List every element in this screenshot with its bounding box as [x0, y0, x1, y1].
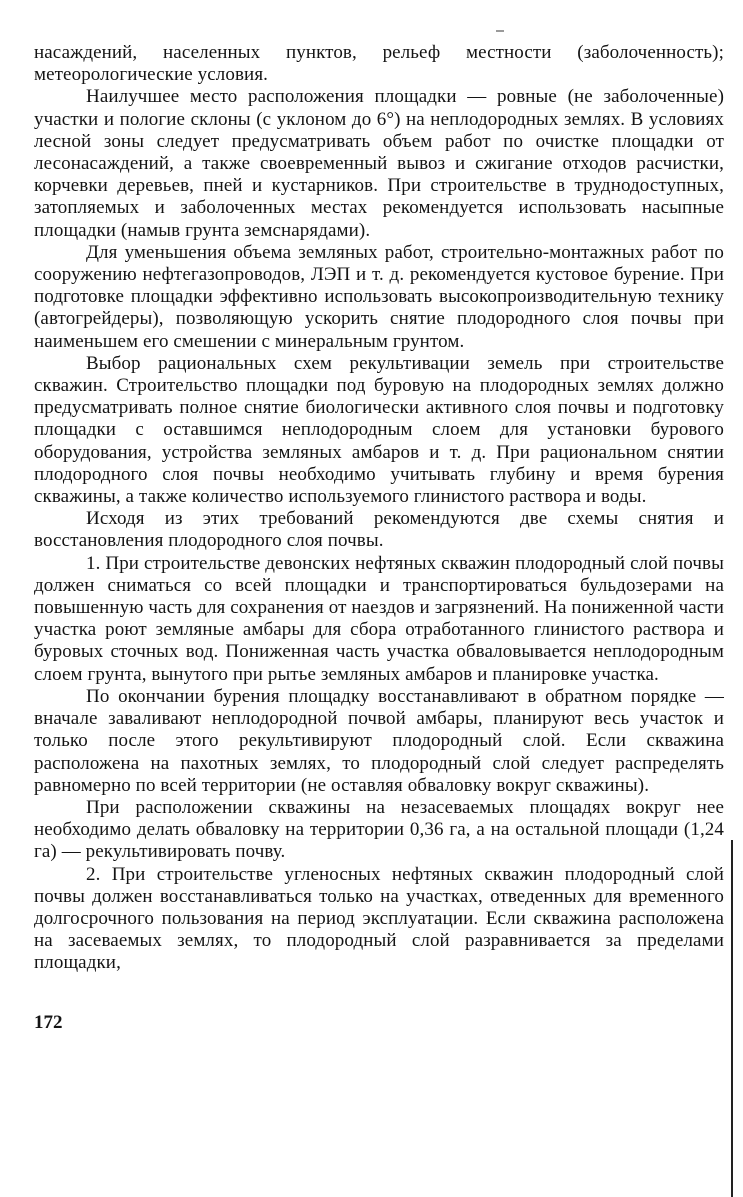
page-number: 172 — [34, 1012, 63, 1033]
paragraph-8: При расположении скважины на незасеваемых площадях вокруг нее необходимо делать обваловку на территории 0,36 га, а на остальной площади (1,24 га) — рекультивировать почву. — [34, 796, 724, 863]
body-text — [34, 42, 724, 975]
paragraph-1: насаждений, населенных пунктов, рельеф местности (заболоченность); метеорологические условия. — [34, 42, 724, 86]
paragraph-6: 1. При строительстве девонских нефтяных скважин плодородный слой почвы должен сниматься со всей площадки и транспортироваться бульдозерами на повышенную часть для сохранения от наездов и загрязнений. На пониженной части участка роют земляные амбары для сбора отработанного глинистого раствора и буровых сточных вод. Пониженная часть участка обваловывается неплодородным слоем грунта, вынутого при рытье земляных амбаров и планировке участка. — [34, 552, 724, 685]
paragraph-7: По окончании бурения площадку восстанавливают в обратном порядке — вначале заваливают неплодородной почвой амбары, планируют весь участок и только после этого рекультивируют плодородный слой. Если скважина расположена на пахотных землях, то плодородный слой следует распределять равномерно по всей территории (не оставляя обваловку вокруг скважины). — [34, 685, 724, 796]
paragraph-4: Выбор рациональных схем рекультивации земель при строительстве скважин. Строительство площадки под буровую на плодородных землях должно предусматривать полное снятие биологически активного слоя почвы и подготовку площадки с оставшимся неплодородным слоем для установки бурового оборудования, устройства земляных амбаров и т. д. При рациональном снятии плодородного слоя почвы необходимо учитывать глубину и время бурения скважины, а также количество используемого глинистого раствора и воды. — [34, 352, 724, 508]
page-edge-line — [731, 840, 733, 1197]
print-mark — [496, 30, 504, 32]
paragraph-3: Для уменьшения объема земляных работ, строительно-монтажных работ по сооружению нефтегазопроводов, ЛЭП и т. д. рекомендуется кустовое бурение. При подготовке площадки эффективно использовать высокопроизводительную технику (автогрейдеры), позволяющую ускорить снятие плодородного слоя почвы при наименьшем его смешении с минеральным грунтом. — [34, 241, 724, 352]
paragraph-2: Наилучшее место расположения площадки — ровные (не заболоченные) участки и пологие склоны (с уклоном до 6°) на неплодородных землях. В условиях лесной зоны следует предусматривать объем работ по очистке площадки от лесонасаждений, а также своевременный вывоз и сжигание отходов расчистки, корчевки деревьев, пней и кустарников. При строительстве в труднодоступных, затопляемых и заболоченных местах рекомендуется использовать насыпные площадки (намыв грунта земснарядами). — [34, 86, 724, 241]
paragraph-9: 2. При строительстве угленосных нефтяных скважин плодородный слой почвы должен восстанавливаться только на участках, отведенных для временного долгосрочного пользования на период эксплуатации. Если скважина расположена на засеваемых землях, то плодородный слой разравнивается за пределами площадки, — [34, 863, 724, 974]
paragraph-5: Исходя из этих требований рекомендуются две схемы снятия и восстановления плодородного слоя почвы. — [34, 508, 724, 552]
